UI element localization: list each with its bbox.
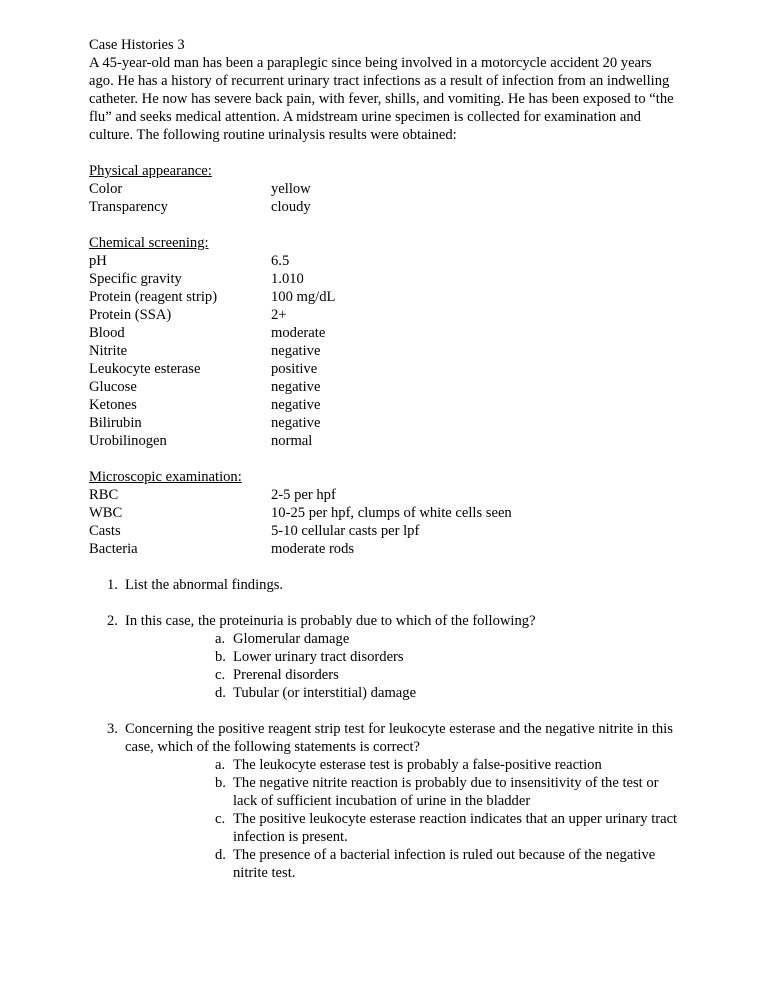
- result-label: Urobilinogen: [89, 433, 167, 449]
- result-value: negative: [271, 343, 321, 359]
- result-row: [89, 288, 679, 306]
- option-letter: a.: [215, 757, 226, 773]
- chemical-heading: Chemical screening:: [89, 235, 209, 251]
- result-row: [89, 522, 679, 540]
- result-label: Glucose: [89, 379, 137, 395]
- result-label: Protein (SSA): [89, 307, 172, 323]
- option-list: [125, 756, 679, 882]
- result-label: Transparency: [89, 199, 168, 215]
- result-value: normal: [271, 433, 313, 449]
- result-row: [89, 396, 679, 414]
- result-value: 10-25 per hpf, clumps of white cells seen: [271, 505, 512, 521]
- result-row: [89, 504, 679, 522]
- microscopic-section: [89, 468, 679, 558]
- result-label: pH: [89, 253, 107, 269]
- option-list: [125, 630, 679, 702]
- physical-section: [89, 162, 679, 216]
- result-row: [89, 540, 679, 558]
- result-value: moderate: [271, 325, 326, 341]
- option-text: The presence of a bacterial infection is ruled out because of the negative nitrite test.: [233, 847, 656, 881]
- option-letter: d.: [215, 847, 226, 863]
- result-label: Specific gravity: [89, 271, 182, 287]
- section-heading-row: [89, 468, 679, 486]
- option-letter: b.: [215, 775, 226, 791]
- result-label: Protein (reagent strip): [89, 289, 218, 305]
- option-letter: b.: [215, 649, 226, 665]
- result-value: 100 mg/dL: [271, 289, 336, 305]
- question-number: 2.: [107, 613, 118, 629]
- result-label: Blood: [89, 325, 125, 341]
- answer-option: [215, 684, 679, 702]
- answer-option: [215, 774, 679, 810]
- answer-option: [215, 630, 679, 648]
- answer-option: [215, 810, 679, 846]
- option-text: Lower urinary tract disorders: [233, 649, 404, 665]
- result-row: [89, 378, 679, 396]
- result-value: moderate rods: [271, 541, 355, 557]
- result-label: Bilirubin: [89, 415, 142, 431]
- question-text: Concerning the positive reagent strip test for leukocyte esterase and the negative nitrite in this case, which of the following statements is correct?: [125, 721, 673, 755]
- section-heading-row: [89, 162, 679, 180]
- option-letter: d.: [215, 685, 226, 701]
- question-1: [89, 576, 679, 594]
- result-label: Ketones: [89, 397, 137, 413]
- answer-option: [215, 846, 679, 882]
- result-label: Leukocyte esterase: [89, 361, 201, 377]
- result-row: [89, 306, 679, 324]
- result-row: [89, 324, 679, 342]
- option-text: Glomerular damage: [233, 631, 350, 647]
- option-letter: c.: [215, 811, 226, 827]
- result-row: [89, 414, 679, 432]
- document-content: [89, 36, 679, 900]
- result-value: 6.5: [271, 253, 290, 269]
- result-row: [89, 360, 679, 378]
- result-value: yellow: [271, 181, 311, 197]
- question-3: [89, 720, 679, 882]
- section-heading-row: [89, 234, 679, 252]
- document-title: Case Histories 3: [89, 37, 185, 53]
- question-text: List the abnormal findings.: [125, 577, 284, 593]
- result-label: Nitrite: [89, 343, 128, 359]
- result-row: [89, 342, 679, 360]
- option-text: Tubular (or interstitial) damage: [233, 685, 417, 701]
- result-value: negative: [271, 415, 321, 431]
- result-value: 5-10 cellular casts per lpf: [271, 523, 420, 539]
- option-text: The negative nitrite reaction is probably due to insensitivity of the test or lack of sufficient incubation of urine in the bladder: [233, 775, 659, 809]
- option-letter: c.: [215, 667, 226, 683]
- result-row: [89, 432, 679, 450]
- result-value: 1.010: [271, 271, 304, 287]
- answer-option: [215, 648, 679, 666]
- result-label: Color: [89, 181, 123, 197]
- result-value: negative: [271, 397, 321, 413]
- option-text: The positive leukocyte esterase reaction indicates that an upper urinary tract infection is present.: [233, 811, 678, 845]
- result-row: [89, 270, 679, 288]
- result-label: Bacteria: [89, 541, 138, 557]
- result-value: negative: [271, 379, 321, 395]
- result-value: 2-5 per hpf: [271, 487, 336, 503]
- question-number: 1.: [107, 577, 118, 593]
- question-text: In this case, the proteinuria is probably due to which of the following?: [125, 613, 536, 629]
- result-row: [89, 180, 679, 198]
- physical-heading: Physical appearance:: [89, 163, 212, 179]
- result-value: positive: [271, 361, 318, 377]
- result-label: RBC: [89, 487, 119, 503]
- microscopic-heading: Microscopic examination:: [89, 469, 242, 485]
- result-row: [89, 198, 679, 216]
- result-label: Casts: [89, 523, 121, 539]
- result-value: 2+: [271, 307, 287, 323]
- result-value: cloudy: [271, 199, 311, 215]
- question-number: 3.: [107, 721, 118, 737]
- answer-option: [215, 756, 679, 774]
- option-text: The leukocyte esterase test is probably a false-positive reaction: [233, 757, 602, 773]
- answer-option: [215, 666, 679, 684]
- result-row: [89, 486, 679, 504]
- question-list: [89, 576, 679, 882]
- option-letter: a.: [215, 631, 226, 647]
- result-label: WBC: [89, 505, 123, 521]
- question-2: [89, 612, 679, 702]
- option-text: Prerenal disorders: [233, 667, 339, 683]
- case-intro: A 45-year-old man has been a paraplegic since being involved in a motorcycle accident 20 years ago. He has a history of recurrent urinary tract infections as a result of infection from an indwelling catheter. He now has severe back pain, with fever, shills, and vomiting. He has been exposed to “the flu” and seeks medical attention. A midstream urine specimen is collected for examination and culture. The following routine urinalysis results were obtained:: [89, 55, 674, 143]
- result-row: [89, 252, 679, 270]
- chemical-section: [89, 234, 679, 450]
